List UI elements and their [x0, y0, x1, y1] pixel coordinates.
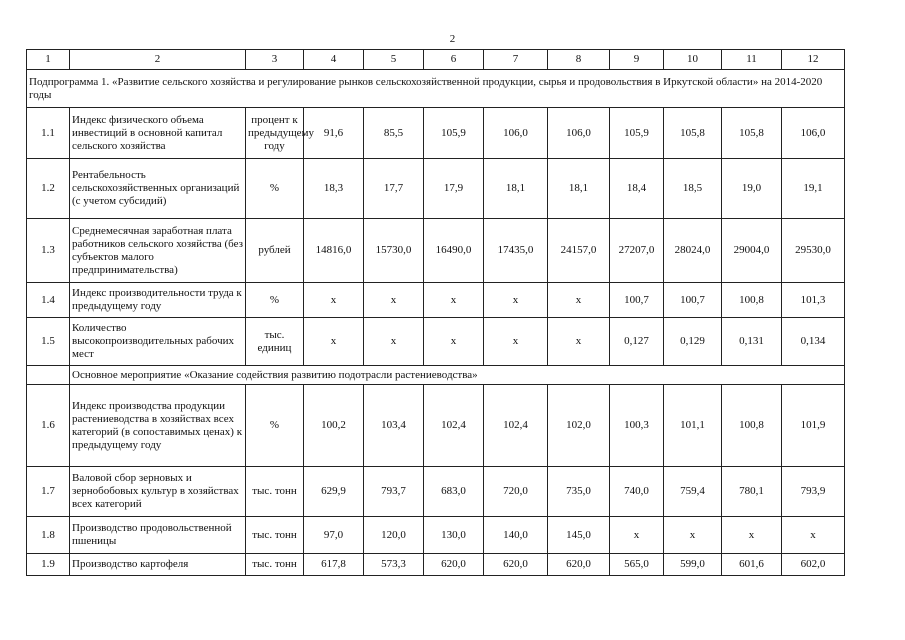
- value-cell: 29530,0: [782, 219, 845, 283]
- table-row: [27, 108, 845, 159]
- column-number-cell: 5: [364, 50, 424, 70]
- table-row: [27, 385, 845, 467]
- unit-cell: %: [246, 159, 304, 219]
- value-cell: х: [548, 283, 610, 318]
- value-cell: 0,129: [664, 318, 722, 366]
- column-number-cell: 4: [304, 50, 364, 70]
- value-cell: 14816,0: [304, 219, 364, 283]
- column-number-cell: 9: [610, 50, 664, 70]
- main-activity-row: [27, 366, 845, 385]
- value-cell: 120,0: [364, 517, 424, 554]
- value-cell: 102,0: [548, 385, 610, 467]
- table-row: [27, 467, 845, 517]
- row-number: 1.4: [27, 283, 70, 318]
- unit-cell: тыс. тонн: [246, 517, 304, 554]
- row-number: 1.2: [27, 159, 70, 219]
- value-cell: 101,3: [782, 283, 845, 318]
- value-cell: 105,9: [610, 108, 664, 159]
- value-cell: 18,1: [484, 159, 548, 219]
- value-cell: х: [424, 318, 484, 366]
- value-cell: 565,0: [610, 554, 664, 576]
- value-cell: х: [610, 517, 664, 554]
- row-number: 1.1: [27, 108, 70, 159]
- row-number: 1.9: [27, 554, 70, 576]
- value-cell: 24157,0: [548, 219, 610, 283]
- unit-cell: тыс. тонн: [246, 467, 304, 517]
- row-number: 1.5: [27, 318, 70, 366]
- unit-cell: процент к предыдущему году: [246, 108, 304, 159]
- indicator-name: Валовой сбор зерновых и зернобобовых культур в хозяйствах всех категорий: [70, 467, 246, 517]
- value-cell: х: [664, 517, 722, 554]
- value-cell: 740,0: [610, 467, 664, 517]
- value-cell: 601,6: [722, 554, 782, 576]
- indicator-name: Производство картофеля: [70, 554, 246, 576]
- value-cell: 19,0: [722, 159, 782, 219]
- value-cell: 620,0: [424, 554, 484, 576]
- value-cell: 17,7: [364, 159, 424, 219]
- unit-cell: тыс. тонн: [246, 554, 304, 576]
- value-cell: 793,9: [782, 467, 845, 517]
- value-cell: 0,131: [722, 318, 782, 366]
- value-cell: 101,1: [664, 385, 722, 467]
- value-cell: 759,4: [664, 467, 722, 517]
- value-cell: х: [424, 283, 484, 318]
- value-cell: 130,0: [424, 517, 484, 554]
- value-cell: 102,4: [484, 385, 548, 467]
- indicator-name: Индекс физического объема инвестиций в основной капитал сельского хозяйства: [70, 108, 246, 159]
- column-number-cell: 6: [424, 50, 484, 70]
- value-cell: х: [782, 517, 845, 554]
- value-cell: 0,127: [610, 318, 664, 366]
- row-number: 1.6: [27, 385, 70, 467]
- value-cell: 573,3: [364, 554, 424, 576]
- indicator-name: Количество высокопроизводительных рабочих мест: [70, 318, 246, 366]
- column-number-row: [27, 50, 845, 70]
- column-number-cell: 12: [782, 50, 845, 70]
- table-row: [27, 219, 845, 283]
- row-number: 1.8: [27, 517, 70, 554]
- value-cell: х: [304, 318, 364, 366]
- value-cell: 105,8: [722, 108, 782, 159]
- table-row: [27, 159, 845, 219]
- value-cell: 29004,0: [722, 219, 782, 283]
- indicator-name: Индекс производства продукции растениеводства в хозяйствах всех категорий (в сопоставимых ценах) к предыдущему году: [70, 385, 246, 467]
- indicator-name: Производство продовольственной пшеницы: [70, 517, 246, 554]
- value-cell: 28024,0: [664, 219, 722, 283]
- value-cell: 100,2: [304, 385, 364, 467]
- empty-cell: [27, 366, 70, 385]
- value-cell: 0,134: [782, 318, 845, 366]
- value-cell: 18,4: [610, 159, 664, 219]
- value-cell: 602,0: [782, 554, 845, 576]
- column-number-cell: 11: [722, 50, 782, 70]
- indicator-name: Индекс производительности труда к предыдущему году: [70, 283, 246, 318]
- unit-cell: тыс. единиц: [246, 318, 304, 366]
- value-cell: 97,0: [304, 517, 364, 554]
- value-cell: х: [484, 318, 548, 366]
- value-cell: 85,5: [364, 108, 424, 159]
- column-number-cell: 1: [27, 50, 70, 70]
- column-number-cell: 7: [484, 50, 548, 70]
- value-cell: 683,0: [424, 467, 484, 517]
- value-cell: 18,3: [304, 159, 364, 219]
- subprogram-row: [27, 70, 845, 108]
- value-cell: 599,0: [664, 554, 722, 576]
- indicator-name: Рентабельность сельскохозяйственных организаций (с учетом субсидий): [70, 159, 246, 219]
- value-cell: 105,9: [424, 108, 484, 159]
- value-cell: 617,8: [304, 554, 364, 576]
- unit-cell: %: [246, 385, 304, 467]
- value-cell: 720,0: [484, 467, 548, 517]
- column-number-cell: 3: [246, 50, 304, 70]
- column-number-cell: 8: [548, 50, 610, 70]
- value-cell: 17435,0: [484, 219, 548, 283]
- value-cell: 735,0: [548, 467, 610, 517]
- value-cell: 91,6: [304, 108, 364, 159]
- value-cell: 140,0: [484, 517, 548, 554]
- table-row: [27, 318, 845, 366]
- value-cell: х: [304, 283, 364, 318]
- value-cell: 18,1: [548, 159, 610, 219]
- unit-cell: %: [246, 283, 304, 318]
- unit-cell: рублей: [246, 219, 304, 283]
- value-cell: 16490,0: [424, 219, 484, 283]
- value-cell: 145,0: [548, 517, 610, 554]
- value-cell: х: [722, 517, 782, 554]
- value-cell: 103,4: [364, 385, 424, 467]
- value-cell: 106,0: [484, 108, 548, 159]
- table-row: [27, 283, 845, 318]
- value-cell: 17,9: [424, 159, 484, 219]
- value-cell: 101,9: [782, 385, 845, 467]
- value-cell: х: [548, 318, 610, 366]
- value-cell: 105,8: [664, 108, 722, 159]
- value-cell: 100,8: [722, 385, 782, 467]
- row-number: 1.3: [27, 219, 70, 283]
- value-cell: 780,1: [722, 467, 782, 517]
- indicators-table: [26, 49, 845, 576]
- table-row: [27, 517, 845, 554]
- value-cell: 102,4: [424, 385, 484, 467]
- indicator-name: Среднемесячная заработная плата работников сельского хозяйства (без субъектов малого предпринимательства): [70, 219, 246, 283]
- value-cell: 15730,0: [364, 219, 424, 283]
- row-number: 1.7: [27, 467, 70, 517]
- value-cell: 100,7: [664, 283, 722, 318]
- value-cell: 100,7: [610, 283, 664, 318]
- value-cell: 27207,0: [610, 219, 664, 283]
- value-cell: 100,3: [610, 385, 664, 467]
- value-cell: 620,0: [548, 554, 610, 576]
- value-cell: 106,0: [782, 108, 845, 159]
- value-cell: 793,7: [364, 467, 424, 517]
- value-cell: 106,0: [548, 108, 610, 159]
- value-cell: х: [364, 318, 424, 366]
- column-number-cell: 2: [70, 50, 246, 70]
- value-cell: 18,5: [664, 159, 722, 219]
- value-cell: 620,0: [484, 554, 548, 576]
- value-cell: 100,8: [722, 283, 782, 318]
- value-cell: х: [364, 283, 424, 318]
- value-cell: 19,1: [782, 159, 845, 219]
- column-number-cell: 10: [664, 50, 722, 70]
- value-cell: х: [484, 283, 548, 318]
- table-row: [27, 554, 845, 576]
- value-cell: 629,9: [304, 467, 364, 517]
- subprogram-title: Подпрограмма 1. «Развитие сельского хозяйства и регулирование рынков сельскохозяйственной продукции, сырья и продовольствия в Иркутской области» на 2014-2020 годы: [27, 70, 845, 108]
- page-number: 2: [449, 33, 456, 45]
- main-activity-title: Основное мероприятие «Оказание содействия развитию подотрасли растениеводства»: [70, 366, 845, 385]
